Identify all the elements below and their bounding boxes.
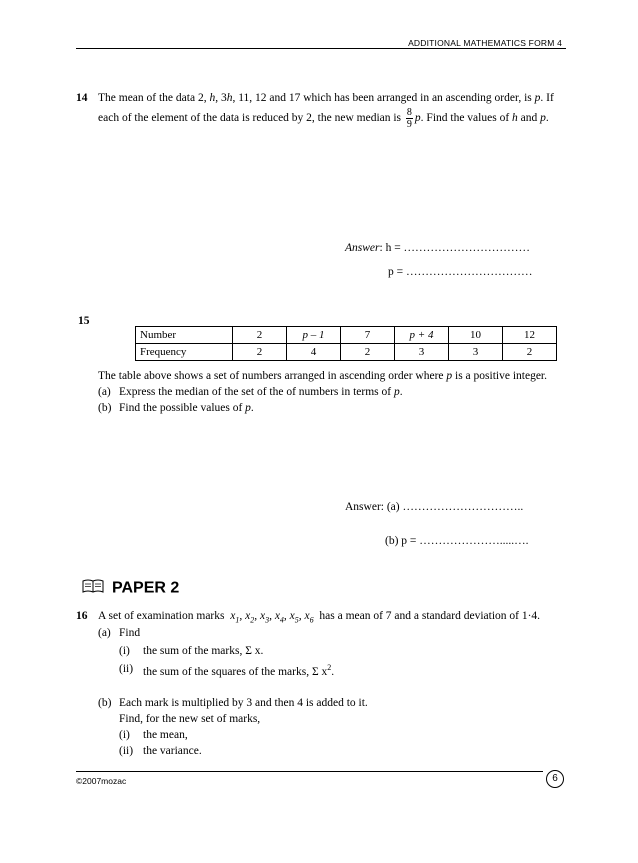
table-row: Frequency 2 4 2 3 3 2 — [136, 344, 557, 361]
question-15-answer-b: (b) p = ………………….....…. — [385, 535, 529, 547]
question-15-part-a-text: Express the median of the set of the of numbers in terms of p. — [119, 386, 403, 398]
question-16-a-i-label: (i) — [119, 645, 130, 657]
question-14-answer-h: Answer: h = …………………………… — [345, 242, 531, 254]
header-rule — [76, 48, 566, 49]
question-14-answer-p: p = …………………………… — [388, 266, 533, 278]
question-16-part-b-text1: Each mark is multiplied by 3 and then 4 is added to it. — [119, 697, 368, 709]
question-15-answer-a: Answer: (a) ………………………….. — [345, 501, 524, 513]
question-15-text: The table above shows a set of numbers arranged in ascending order where p is a positive integer. — [98, 370, 547, 382]
page-number: 6 — [546, 770, 564, 788]
question-16-b-ii-text: the variance. — [143, 745, 202, 757]
question-15-part-b-text: Find the possible values of p. — [119, 402, 254, 414]
frequency-table — [135, 326, 557, 361]
question-16-intro: A set of examination marks $x_1$, $x_2$, $x_3$, $x_4$, $x_5$, $x_6$ has a mean of 7 and a standard deviation of 1·4. — [98, 610, 541, 625]
question-16-part-b-text2: Find, for the new set of marks, — [119, 713, 261, 725]
question-15-part-a-label: (a) — [98, 386, 111, 398]
question-16-part-a-text: Find — [119, 627, 141, 639]
page-header-title: ADDITIONAL MATHEMATICS FORM 4 — [408, 38, 562, 48]
question-15-number: 15 — [78, 315, 90, 327]
question-15-part-b-label: (b) — [98, 402, 112, 414]
footer-copyright: ©2007mozac — [76, 776, 127, 786]
footer-rule — [76, 771, 543, 772]
question-14-number: 14 — [76, 92, 88, 104]
question-16-part-b-label: (b) — [98, 697, 112, 709]
question-16-b-i-text: the mean, — [143, 729, 188, 741]
question-16-b-ii-label: (ii) — [119, 745, 134, 757]
question-16-a-i-text: the sum of the marks, Σ x. — [143, 645, 264, 657]
marks-variables: $x_1$, $x_2$, $x_3$, $x_4$, $x_5$, $x_6$ — [230, 610, 314, 625]
fraction-8-9: $\frac{8}{9}$ — [406, 107, 412, 130]
question-16-part-a-label: (a) — [98, 627, 111, 639]
question-14-line1: The mean of the data 2, h, 3h, 11, 12 and 17 which has been arranged in an ascending order, is p. If — [98, 92, 554, 104]
question-16-a-ii-label: (ii) — [119, 663, 134, 675]
open-book-icon — [82, 578, 104, 599]
question-14-line2: each of the element of the data is reduced by 2, the new median is $\frac{8}{9}$ p. Find the values of h and p. — [98, 107, 549, 130]
question-16-a-ii-text: the sum of the squares of the marks, Σ $x^2$. — [143, 663, 335, 678]
paper-2-heading: PAPER 2 — [82, 578, 179, 599]
question-16-b-i-label: (i) — [119, 729, 130, 741]
table-row: Number 2 p – 1 7 p + 4 10 12 — [136, 327, 557, 344]
question-16-number: 16 — [76, 610, 88, 622]
